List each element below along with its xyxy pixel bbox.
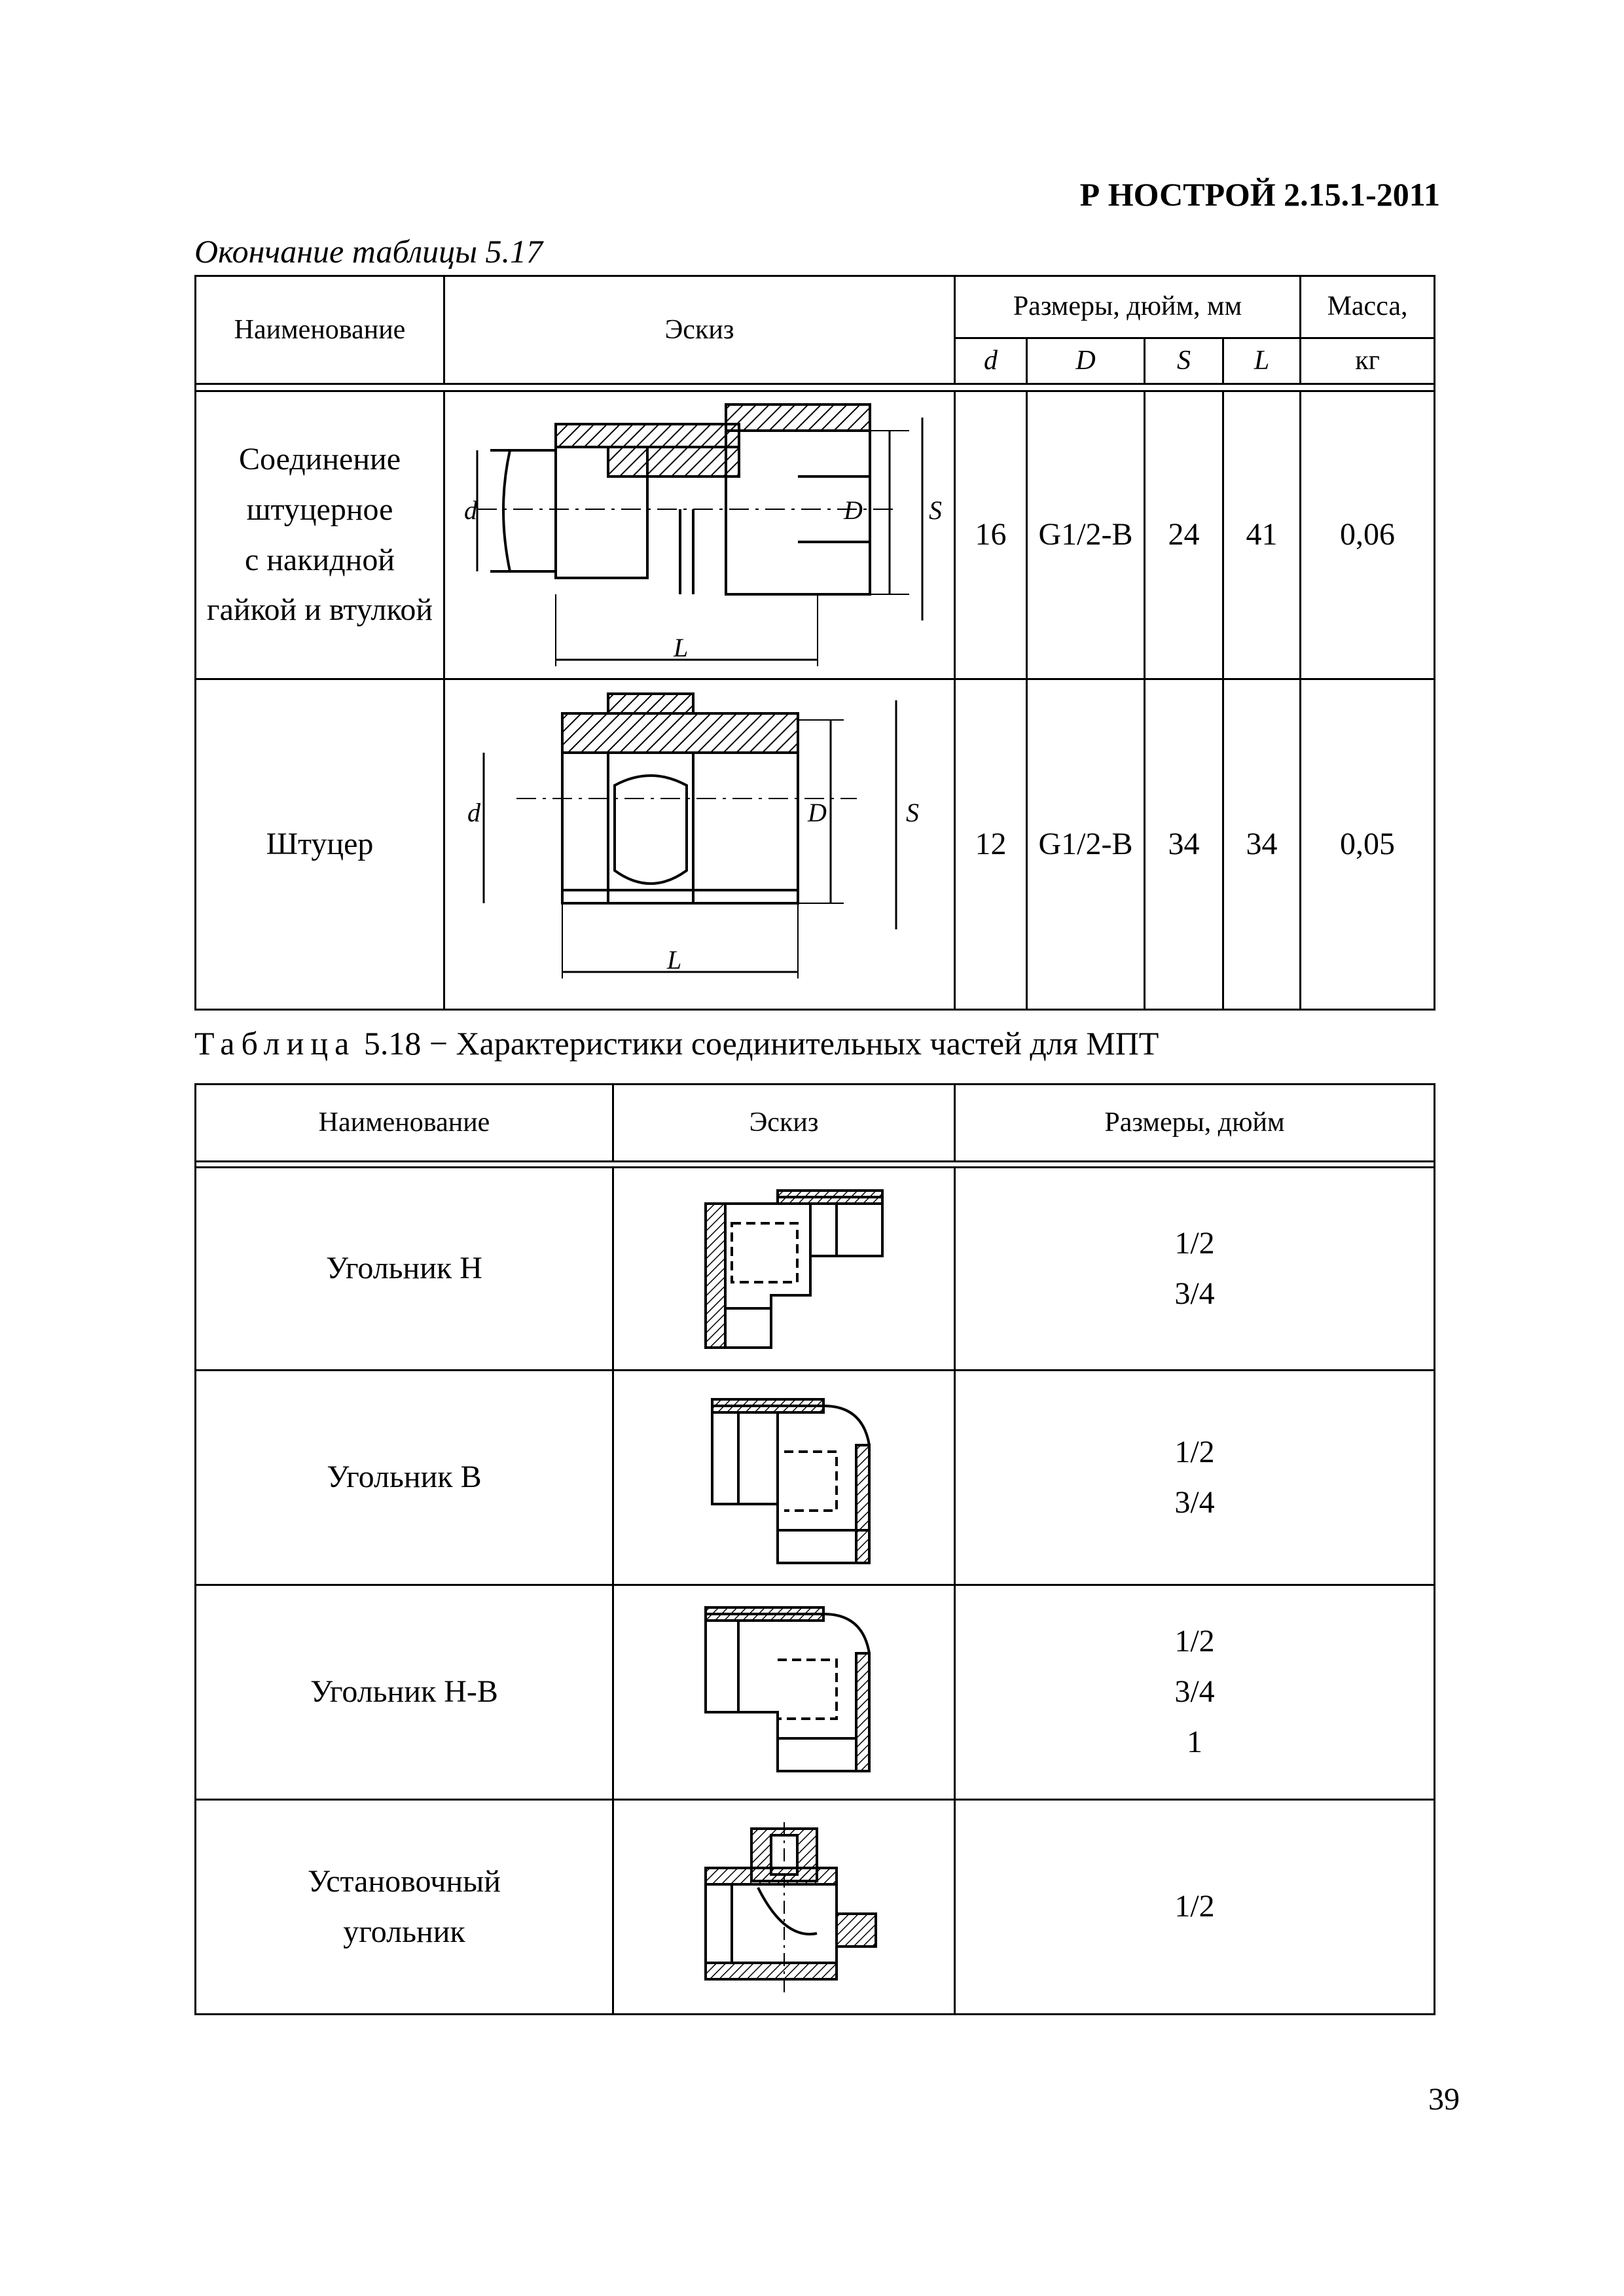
- dim-label-L: L: [666, 945, 681, 975]
- elbow-h-b-drawing: [666, 1594, 902, 1791]
- cell-mass: 0,06: [1301, 391, 1435, 679]
- cell-S: 24: [1145, 391, 1223, 679]
- cell-d: 12: [955, 679, 1027, 1010]
- row-name-line: гайкой и втулкой: [206, 592, 433, 628]
- col-header-sizes: Размеры, дюйм: [955, 1085, 1435, 1162]
- cell-D: G1/2-B: [1027, 391, 1145, 679]
- dim-label-d: d: [467, 798, 480, 828]
- document-code: Р НОСТРОЙ 2.15.1-2011: [1079, 176, 1440, 213]
- sketch-mounting-elbow: [613, 1800, 955, 2015]
- cell-mass: 0,05: [1301, 679, 1435, 1010]
- col-header-mass: Масса,: [1301, 276, 1435, 338]
- mounting-elbow-drawing: [666, 1809, 902, 2005]
- table-5-18: [194, 1083, 1435, 2015]
- col-header-d: d: [955, 338, 1027, 384]
- col-header-name: Наименование: [196, 276, 444, 384]
- cell-D: G1/2-B: [1027, 679, 1145, 1010]
- col-header-sizes: Размеры, дюйм, мм: [955, 276, 1301, 338]
- dim-label-D: D: [807, 798, 827, 828]
- row-name-line: Установочный: [308, 1863, 501, 1899]
- size-value: 1/2: [1174, 1434, 1215, 1469]
- row-name: [196, 1168, 613, 1371]
- row-name: [196, 1371, 613, 1585]
- col-header-sketch: Эскиз: [444, 276, 955, 384]
- table-row: [196, 1800, 1435, 2015]
- sketch-nipple: [444, 679, 955, 1010]
- size-value: 3/4: [1174, 1484, 1215, 1520]
- sizes-cell: [955, 1800, 1435, 2015]
- size-value: 1/2: [1174, 1624, 1215, 1659]
- dim-label-d: d: [463, 495, 477, 525]
- elbow-h-drawing: [666, 1177, 902, 1361]
- row-name-line: Угольник Н-В: [310, 1674, 498, 1710]
- row-name-line: штуцерное: [246, 492, 393, 527]
- size-value: 1/2: [1174, 1225, 1215, 1261]
- page-number: 39: [1428, 2082, 1460, 2117]
- dim-label-L: L: [673, 632, 688, 662]
- col-header-S: S: [1145, 338, 1223, 384]
- row-name: [196, 391, 444, 679]
- table-5-17: [194, 275, 1435, 1011]
- table-row: [196, 1371, 1435, 1585]
- size-value: 3/4: [1174, 1674, 1215, 1710]
- row-name-line: угольник: [343, 1914, 465, 1949]
- dim-label-S: S: [928, 495, 942, 525]
- nipple-drawing: [451, 687, 948, 1001]
- row-name-line: с накидной: [244, 542, 395, 577]
- row-name-line: Соединение: [238, 442, 401, 477]
- sizes-cell: [955, 1168, 1435, 1371]
- row-name-line: Угольник Н: [326, 1251, 482, 1286]
- sizes-cell: [955, 1371, 1435, 1585]
- row-name-line: Штуцер: [266, 826, 374, 861]
- sketch-elbow-b: [613, 1371, 955, 1585]
- sizes-cell: [955, 1585, 1435, 1800]
- dim-label-D: D: [843, 495, 863, 525]
- table-row: [196, 391, 1435, 679]
- col-header-mass-unit: кг: [1301, 338, 1435, 384]
- size-value: 1: [1187, 1724, 1202, 1759]
- cell-d: 16: [955, 391, 1027, 679]
- union-fitting-drawing: [451, 398, 948, 673]
- size-value: 3/4: [1174, 1276, 1215, 1311]
- size-value: 1/2: [1174, 1889, 1215, 1924]
- col-header-sketch: Эскиз: [613, 1085, 955, 1162]
- sketch-elbow-h-b: [613, 1585, 955, 1800]
- col-header-name: Наименование: [196, 1085, 613, 1162]
- table-5-18-caption: [194, 1024, 1159, 1062]
- table-5-17-caption: Окончание таблицы 5.17: [194, 233, 543, 270]
- row-name: [196, 679, 444, 1010]
- sketch-union-fitting: [444, 391, 955, 679]
- cell-S: 34: [1145, 679, 1223, 1010]
- table-row: [196, 679, 1435, 1010]
- col-header-D: D: [1027, 338, 1145, 384]
- row-name: [196, 1585, 613, 1800]
- cell-L: 41: [1223, 391, 1301, 679]
- row-name: [196, 1800, 613, 2015]
- col-header-L: L: [1223, 338, 1301, 384]
- dim-label-S: S: [905, 798, 919, 828]
- table-row: [196, 1168, 1435, 1371]
- table-row: [196, 1585, 1435, 1800]
- cell-L: 34: [1223, 679, 1301, 1010]
- caption-text: 5.18 − Характеристики соединительных частей для МПТ: [355, 1025, 1159, 1062]
- row-name-line: Угольник В: [327, 1460, 482, 1495]
- elbow-b-drawing: [666, 1380, 902, 1576]
- sketch-elbow-h: [613, 1168, 955, 1371]
- caption-table-word: Таблица: [194, 1025, 356, 1062]
